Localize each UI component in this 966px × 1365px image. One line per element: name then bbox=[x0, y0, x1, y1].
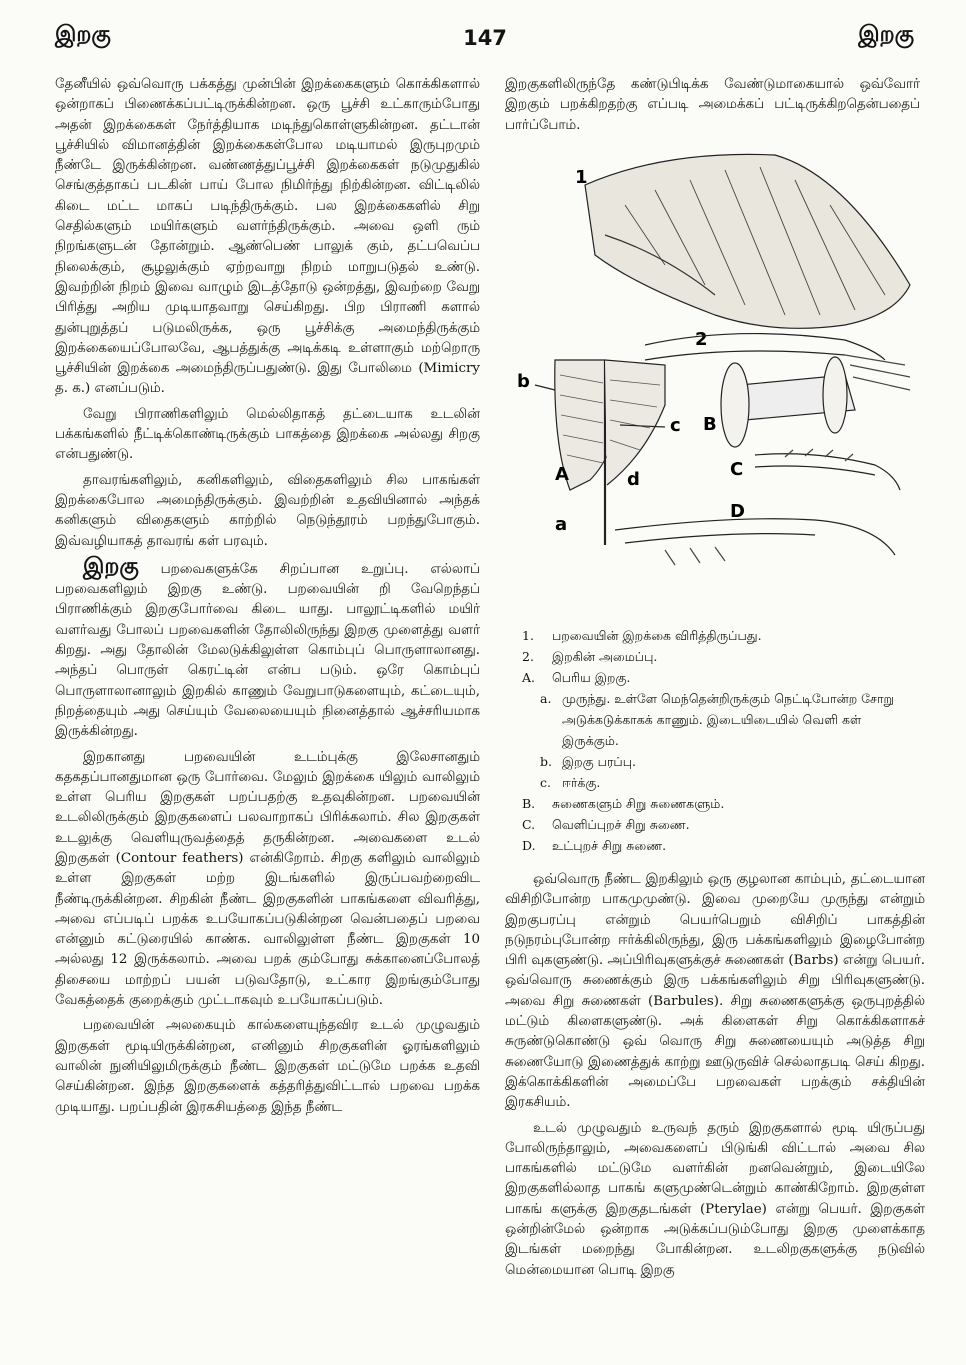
barbs-drawing bbox=[645, 334, 910, 447]
legend-text: வெளிப்புறச் சிறு சுணை. bbox=[552, 817, 690, 832]
legend-key: c. bbox=[540, 775, 551, 790]
paragraph: உடல் முழுவதும் உருவந் தரும் இறகுகளால் மூடி யிருப்பது போலிருந்தாலும், அவைகளைப் பிடுங்கி விட்டால் அவை சில பாகங்களில் மட்டுமே வளர்கின் றனவென்றும், இடையிலே இறகுகளில்லாத பாகங் களுமுண்டென்றும் காண்கிறோம். இறகுள்ள பாகங் களுக்கு இறகுதடங்கள் (Pterylae) என்று பெயர். இறகுகள் ஒன்றின்மேல் ஒன்றாக அடுக்கப்படும்போது இறகு முளைக்காத இடங்கள் மறைந்து போகின்றன. உடலிறகுகளுக்கு நடுவில் மென்மையான பொடி இறகு bbox=[505, 1120, 925, 1278]
label-b: b bbox=[517, 371, 530, 392]
right-column-top bbox=[505, 75, 920, 141]
legend-item-B bbox=[522, 793, 922, 814]
legend-text: உட்புறச் சிறு சுணை. bbox=[552, 838, 667, 853]
running-head-left: இறகு bbox=[55, 22, 111, 47]
legend-key: 1. bbox=[522, 628, 534, 643]
legend-text: இறகு பரப்பு. bbox=[562, 754, 637, 769]
legend-key: 2. bbox=[522, 649, 534, 664]
legend-key: a. bbox=[540, 691, 552, 706]
entry-headword: இறகு bbox=[83, 553, 139, 579]
legend-key: B. bbox=[522, 796, 536, 811]
legend-item-C bbox=[522, 814, 922, 835]
outer-barbule-drawing bbox=[755, 449, 900, 490]
legend-item-A bbox=[522, 667, 922, 688]
paragraph: தேனீயில் ஒவ்வொரு பக்கத்து முன்பின் இறக்கைகளும் கொக்கிகளால் ஒன்றாகப் பிணைக்கப்பட்டிருக்கின்றன. ஒரு பூச்சி உட்காரும்போது அதன் இறக்கைகள் நேர்த்தியாக மடிந்துகொள்ளுகின்றன. தட்டான் பூச்சியில் விமானத்தின் இறக்கைகள்போல மடியாமல் இருபுறமும் நீண்டே இருக்கின்றன. வண்ணத்துப்பூச்சி இறக்கைகள் நடுமுதுகில் செங்குத்தாகப் படகின் பாய் போல நிமிர்ந்து நிற்கின்றன. விட்டிலில் கிடை மட்ட மாகப் படிந்திருக்கும். பல இறக்கைகளில் சிறு செதில்களும் மயிர்களும் வளர்ந்திருக்கும். அவை ஒளி ரும் நிறங்களுடன் தோன்றும். ஆண்பெண் பாலுக் கும், தட்பவெப்ப நிலைக்கும், சூழலுக்கும் ஏற்றவாறு நிறம் மாறுபடுதல் உண்டு. இவற்றின் நிறம் இவை வாழும் இடத்தோடு ஒன்றத்து, இவற்றை வேறு பிரித்து அறிய முடியாதவாறு செய்கிறது. பிற பிராணி களால் துன்புறுத்தப் படுமலிருக்க, ஒரு பூச்சிக்கு அமைந்திருக்கும் இறக்கையைப்போலவே, ஆபத்துக்கு அடிக்கடி உள்ளாகும் மற்றொரு பூச்சியின் இறக்கை அமைந்திருப்பதுண்டு. இது போலிமை (Mimicry த. க.) எனப்படும். bbox=[55, 77, 480, 397]
legend-key: A. bbox=[522, 670, 536, 685]
label-A: A bbox=[555, 464, 569, 485]
page-number: 147 bbox=[463, 26, 507, 50]
paragraph: இறகுகளிலிருந்தே கண்டுபிடிக்க வேண்டுமாகையால் ஒவ்வோர் இறகும் பறக்கிறதற்கு எப்படி அமைக்கப் பட்டிருக்கிறதென்பதைப் பார்ப்போம். bbox=[505, 77, 920, 133]
wing-drawing bbox=[585, 154, 910, 328]
legend-item-a bbox=[522, 688, 922, 751]
paragraph: பறவையின் அலகையும் கால்களையுந்தவிர உடல் முழுவதும் இறகுகள் மூடியிருக்கின்றன, எனினும் சிறகுகளின் ஓரங்களிலும் வாலின் நுனியிலுமிருக்கும் நீண்ட இறகுகள் மட்டுமே பறக்க உதவி செய்கின்றன. இந்த இறகுகளைக் கத்தரித்துவிட்டால் பறவை பறக்க முடியாது. பறப்பதின் இரகசியத்தை இந்த நீண்ட bbox=[55, 1018, 480, 1115]
paragraph: வேறு பிராணிகளிலும் மெல்லிதாகத் தட்டையாக உடலின் பக்கங்களில் நீட்டிக்கொண்டிருக்கும் பாகத்தை இறக்கை அல்லது சிறகு என்பதுண்டு. bbox=[55, 406, 480, 463]
entry-text: பறவைகளுக்கே சிறப்பான உறுப்பு. எல்லாப் பறவைகளிலும் இறகு உண்டு. பறவையின் றி வேறெந்தப் பிராணிக்கும் இறகுபோர்வை கிடை யாது. பாலூட்டிகளில் மயிர் வளர்வது போலப் பறவைகளின் தோலிலிருந்து இறகு முளைத்து வளர் கிறது. அது தோலின் மேலடுக்கிலுள்ள கொம்புப் பொருளாலானது. அந்தப் பொருள் கெரட்டின் என்ப படும். ஒரே கொம்புப் பொருளாலானாலும் இறகில் காணும் வேறுபாடுகளையும், கட்டையும், நிறத்தையும் அது செய்யும் வேலையையும் நினைத்தால் ஆச்சரியமாக இருக்கின்றது. bbox=[55, 561, 480, 740]
label-D: D bbox=[730, 501, 745, 522]
label-d: d bbox=[627, 469, 640, 490]
label-B: B bbox=[703, 414, 717, 435]
legend-item-c bbox=[522, 772, 922, 793]
legend-text: பெரிய இறகு. bbox=[552, 670, 631, 685]
paragraph: ஒவ்வொரு நீண்ட இறகிலும் ஒரு குழலான காம்பும், தட்டையான விசிறிபோன்ற பாகமுமுண்டு. இவை முறையே முருந்து என்றும் இறகுபரப்பு என்றும் பெயர்பெறும் விசிறிப் பாகத்தின் நடுநரம்புபோன்ற ஈர்க்கிலிருந்து, இரு பக்கங்களிலும் இழைபோன்ற பிரி வுகளுண்டு. அப்பிரிவுகளுக்குச் சுணைகள் (Barbs) என்று பெயர். ஒவ்வொரு சுணைக்கும் இரு பக்கங்களிலும் சிறு பிரிவுகளுண்டு. அவை சிறு சுணைகள் (Barbules). சிறு சுணைகளுக்கு ஒருபுறத்தில் மட்டும் கிளைகளுண்டு. அக் கிளைகள் சிறு கொக்கிகளாகச் சுருண்டுகொண்டு ஒவ் வொரு சிறு சுணையையும் அடுத்த சிறு சுணையோடு இணைத்துக் காற்று ஊடுருவிச் செல்லாதபடி செய் கிறது. இக்கொக்கிகளின் அமைப்பே பறவைகள் பறக்கும் சக்தியின் இரகசியம். bbox=[505, 872, 925, 1111]
legend-text: முருந்து. உள்ளே மெந்தென்றிருக்கும் நெட்டிபோன்ற சோறு அடுக்கடுக்காகக் காணும். இடையிடையில் வெளி கள் இருக்கும். bbox=[562, 691, 894, 748]
running-head-right: இறகு bbox=[858, 22, 914, 47]
feather-illustration bbox=[515, 145, 930, 625]
paragraph: இறகானது பறவையின் உடம்புக்கு இலேசானதும் கதகதப்பானதுமான ஒரு போர்வை. மேலும் இறக்கை யிலும் வாலிலும் உள்ள பெரிய இறகுகள் பறப்பதற்கு உதவுகின்றன. பறவையின் உடலிலிருக்கும் இறகுகளைப் பலவாறாகப் பிரிக்கலாம். சில இறகுகள் உடலுக்கு வெளியுருவத்தைத் தருகின்றன. அவைகளை உடல் இறகுகள் (Contour feathers) என்கிறோம். சிறகு களிலும் வாலிலும் உள்ள இறகுகள் மற்ற இடங்களில் இருப்பவற்றைவிட நீண்டிருக்கின்றன. சிறகின் நீண்ட இறகுகளின் பாகங்களை விவரித்து, அவை எப்படிப் பறக்க உபயோகப்படுகின்றன வென்பதைப் பறவை என்னும் கட்டுரையில் காண்க. வாலிலுள்ள நீண்ட இறகுகள் 10 அல்லது 12 இருக்கலாம். அவை பறக் கும்போது சுக்கானைப்போலத் திசையை மாற்றப் பயன் படுவதோடு, உட்கார இறங்கும்போது வேகத்தைக் குறைக்கும் முட்டாகவும் உபயோகப்படும். bbox=[55, 749, 480, 1009]
legend-item-b bbox=[522, 751, 922, 772]
legend-item-D bbox=[522, 835, 922, 856]
label-c: c bbox=[670, 415, 681, 436]
legend-text: இறகின் அமைப்பு. bbox=[552, 649, 658, 664]
figure-legend bbox=[522, 625, 922, 856]
paragraph: தாவரங்களிலும், கனிகளிலும், விதைகளிலும் சில பாகங்கள் இறக்கைபோல அமைந்திருக்கும். இவற்றின் உதவியினால் அந்தக் கனிகளும் விதைகளும் காற்றில் நெடுந்தூரம் பறந்துபோகும். இவ்வழியாகத் தாவரங் கள் பரவும். bbox=[55, 472, 480, 549]
inner-barbule-drawing bbox=[615, 519, 895, 565]
feather-diagram bbox=[515, 145, 930, 625]
left-column bbox=[55, 75, 480, 1123]
label-C: C bbox=[730, 459, 744, 480]
legend-text: பறவையின் இறக்கை விரித்திருப்பது. bbox=[552, 628, 762, 643]
legend-text: ஈர்க்கு. bbox=[562, 775, 601, 790]
label-a: a bbox=[555, 514, 568, 535]
legend-key: C. bbox=[522, 817, 536, 832]
entry-paragraph bbox=[55, 553, 480, 743]
label-2: 2 bbox=[695, 329, 708, 350]
legend-item-2 bbox=[522, 646, 922, 667]
legend-key: D. bbox=[522, 838, 536, 853]
legend-item-1 bbox=[522, 625, 922, 646]
legend-text: சுணைகளும் சிறு சுணைகளும். bbox=[552, 796, 725, 811]
label-1: 1 bbox=[575, 167, 588, 188]
right-column-bottom bbox=[505, 870, 925, 1286]
legend-key: b. bbox=[540, 754, 552, 769]
